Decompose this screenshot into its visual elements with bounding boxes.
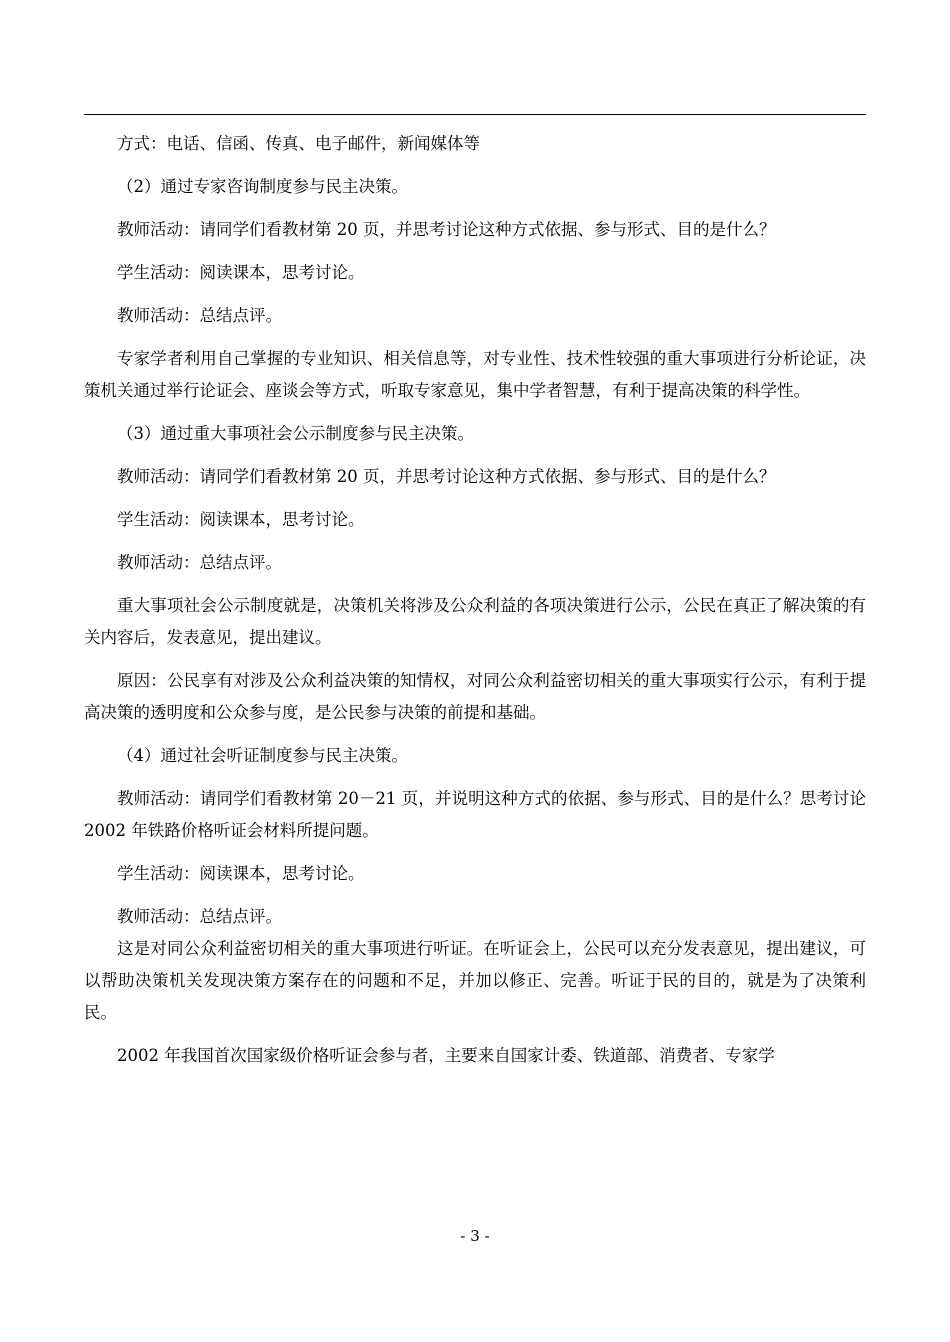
paragraph-expert-explanation: 专家学者利用自己掌握的专业知识、相关信息等，对专业性、技术性较强的重大事项进行分析论证，决策机关通过举行论证会、座谈会等方式，听取专家意见，集中学者智慧，有利于提高决策的科学性。 xyxy=(84,349,866,400)
paragraph-teacher-summary: 教师活动：总结点评。 xyxy=(117,907,282,926)
paragraph-student-activity: 学生活动：阅读课本，思考讨论。 xyxy=(117,864,365,883)
heading-public-notice: （3）通过重大事项社会公示制度参与民主决策。 xyxy=(117,424,474,443)
paragraph-contact-methods: 方式：电话、信函、传真、电子邮件，新闻媒体等 xyxy=(117,134,480,153)
paragraph-teacher-activity: 教师活动：请同学们看教材第 20 页，并思考讨论这种方式依据、参与形式、目的是什么？ xyxy=(117,467,776,486)
paragraph-2002-hearing: 2002 年我国首次国家级价格听证会参与者，主要来自国家计委、铁道部、消费者、专家学 xyxy=(117,1046,775,1065)
header-rule xyxy=(84,114,866,115)
paragraph-student-activity: 学生活动：阅读课本，思考讨论。 xyxy=(117,263,365,282)
document-body xyxy=(84,128,866,1072)
heading-expert-consultation: （2）通过专家咨询制度参与民主决策。 xyxy=(117,177,408,196)
page-number: - 3 - xyxy=(460,1227,490,1245)
paragraph-teacher-summary: 教师活动：总结点评。 xyxy=(117,306,282,325)
paragraph-teacher-activity: 教师活动：请同学们看教材第 20 页，并思考讨论这种方式依据、参与形式、目的是什么？ xyxy=(117,220,776,239)
paragraph-teacher-summary: 教师活动：总结点评。 xyxy=(117,553,282,572)
paragraph-teacher-activity: 教师活动：请同学们看教材第 20－21 页，并说明这种方式的依据、参与形式、目的是什么？思考讨论 2002 年铁路价格听证会材料所提问题。 xyxy=(84,789,866,840)
heading-hearing-system: （4）通过社会听证制度参与民主决策。 xyxy=(117,746,408,765)
paragraph-public-notice-definition: 重大事项社会公示制度就是，决策机关将涉及公众利益的各项决策进行公示，公民在真正了解决策的有关内容后，发表意见，提出建议。 xyxy=(84,596,866,647)
paragraph-public-notice-reason: 原因：公民享有对涉及公众利益决策的知情权，对同公众利益密切相关的重大事项实行公示，有利于提高决策的透明度和公众参与度，是公民参与决策的前提和基础。 xyxy=(84,671,866,722)
paragraph-student-activity: 学生活动：阅读课本，思考讨论。 xyxy=(117,510,365,529)
paragraph-hearing-explanation: 这是对同公众利益密切相关的重大事项进行听证。在听证会上，公民可以充分发表意见，提出建议，可以帮助决策机关发现决策方案存在的问题和不足，并加以修正、完善。听证于民的目的，就是为了决策利民。 xyxy=(84,939,866,1022)
